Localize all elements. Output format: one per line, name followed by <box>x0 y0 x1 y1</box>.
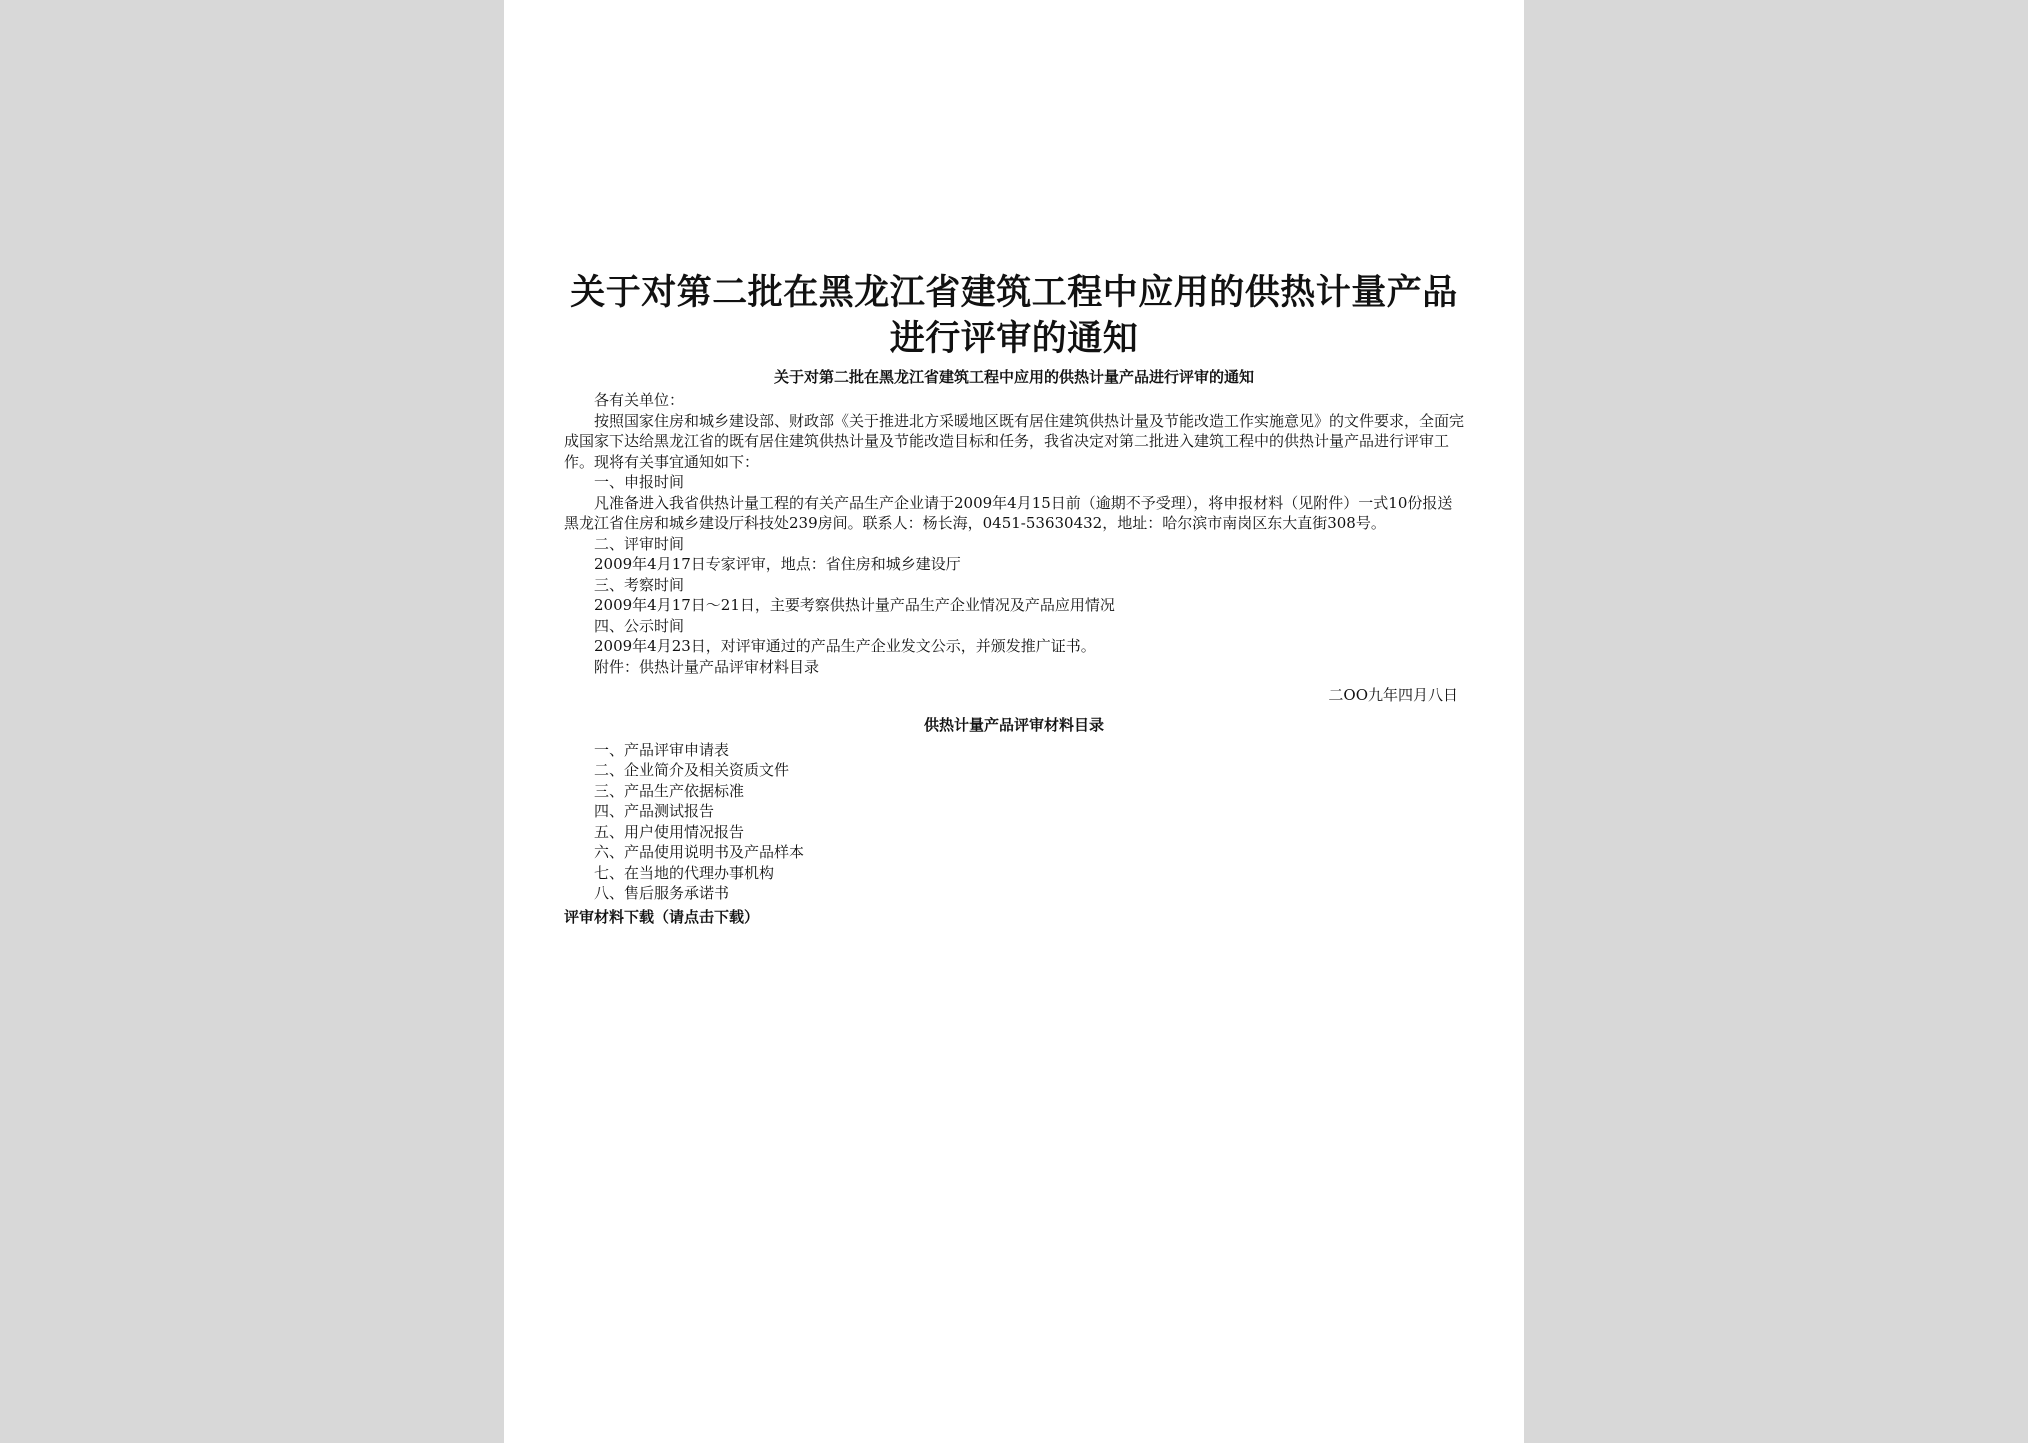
list-item: 六、产品使用说明书及产品样本 <box>594 843 805 861</box>
section-body-4: 2009年4月23日，对评审通过的产品生产企业发文公示，并颁发推广证书。 <box>594 637 1096 655</box>
attachment-note: 附件：供热计量产品评审材料目录 <box>594 657 820 676</box>
salutation: 各有关单位： <box>594 391 685 409</box>
download-link[interactable]: 评审材料下载（请点击下载） <box>564 907 760 926</box>
document-subtitle: 关于对第二批在黑龙江省建筑工程中应用的供热计量产品进行评审的通知 <box>773 368 1254 386</box>
section-heading-1: 一、申报时间 <box>594 473 685 491</box>
list-item: 七、在当地的代理办事机构 <box>594 863 775 882</box>
document-title: 关于对第二批在黑龙江省建筑工程中应用的供热计量产品进行评审的通知 <box>570 273 1458 359</box>
catalog-title: 供热计量产品评审材料目录 <box>923 715 1104 734</box>
section-heading-2: 二、评审时间 <box>594 534 685 553</box>
section-heading-4: 四、公示时间 <box>594 616 685 635</box>
section-body-1: 凡准备进入我省供热计量工程的有关产品生产企业请于2009年4月15日前（逾期不予受理），将申报材料（见附件）一式10份报送黑龙江省住房和城乡建设厅科技处239房间。联系人：杨长海，0451-53630432，地址：哈尔滨市南岗区东大直街308号。 <box>564 493 1453 532</box>
list-item: 八、售后服务承诺书 <box>594 884 730 902</box>
section-body-2: 2009年4月17日专家评审，地点：省住房和城乡建设厅 <box>594 555 961 573</box>
intro-paragraph: 按照国家住房和城乡建设部、财政部《关于推进北方采暖地区既有居住建筑供热计量及节能改造工作实施意见》的文件要求，全面完成国家下达给黑龙江省的既有居住建筑供热计量及节能改造目标和任务，我省决定对第二批进入建筑工程中的供热计量产品进行评审工作。现将有关事宜通知如下： <box>564 411 1465 471</box>
list-item: 二、企业简介及相关资质文件 <box>594 761 790 779</box>
section-body-3: 2009年4月17日～21日，主要考察供热计量产品生产企业情况及产品应用情况 <box>594 596 1115 614</box>
section-heading-3: 三、考察时间 <box>594 575 685 594</box>
document-page <box>504 0 1524 1443</box>
list-item: 五、用户使用情况报告 <box>594 822 745 841</box>
list-item: 四、产品测试报告 <box>594 802 715 820</box>
catalog-list <box>564 740 1464 904</box>
list-item: 一、产品评审申请表 <box>594 740 730 759</box>
document-date: 二OO九年四月八日 <box>1328 686 1458 704</box>
list-item: 三、产品生产依据标准 <box>594 781 745 800</box>
document-content <box>564 270 1464 928</box>
